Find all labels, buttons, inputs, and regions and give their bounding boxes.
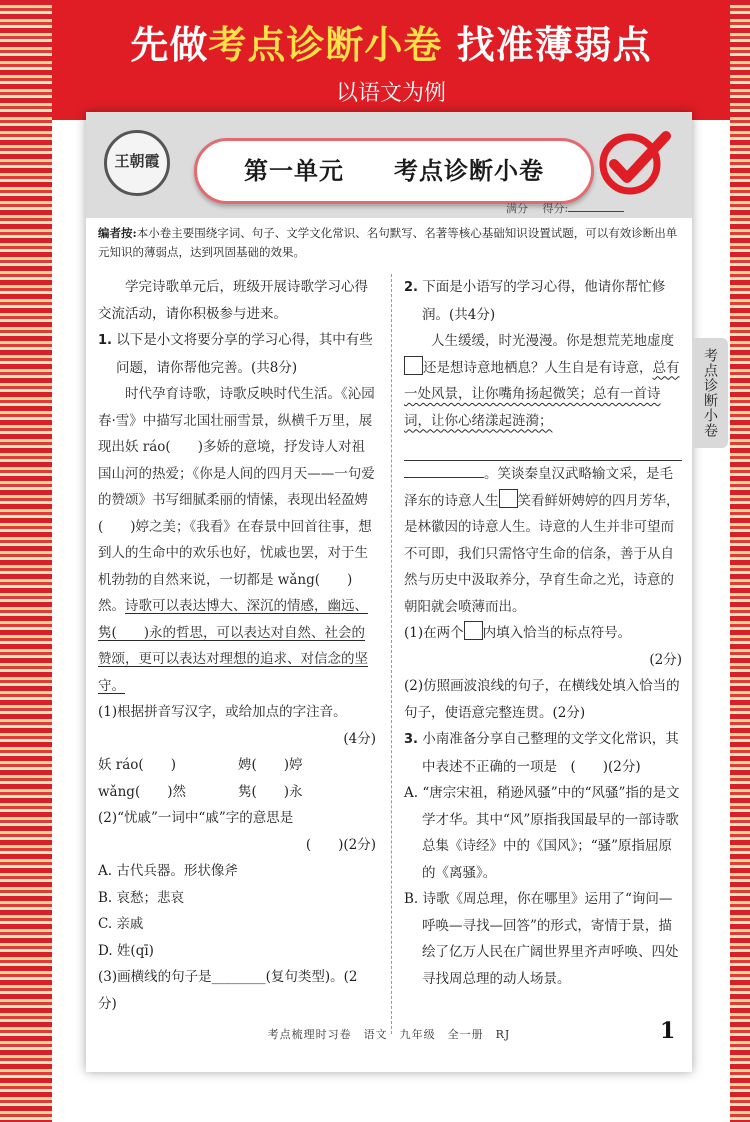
- sub-question-2: (2)“忧戚”一词中“戚”字的意思是: [98, 810, 294, 826]
- left-column: [98, 274, 376, 1017]
- underlined-sentence: 诗歌可以表达博大、深沉的情感，幽远、隽( )永的哲思，可以表达对自然、社会的赞颂，更可以表达对理想的追求、对信念的坚守。: [98, 598, 368, 694]
- sub-question-1-items-row-2: wǎng( )然 隽( )永: [98, 783, 303, 800]
- left-decorative-stripes: [0, 0, 52, 1122]
- top-banner: [52, 0, 730, 120]
- q3-option-a: A. “唐宗宋祖，稍逊风骚”中的“风骚”指的是文学才华。其中“风”原指我国最早的一部诗歌总集《诗经》中的《国风》；“骚”原指屈原的《离骚》。: [404, 785, 680, 881]
- answer-box-2[interactable]: [499, 489, 518, 508]
- right-column: [404, 274, 682, 992]
- intro-text: 学完诗歌单元后，班级开展诗歌学习心得交流活动，请你积极参与进来。: [98, 279, 368, 322]
- banner-title-highlight: 考点诊断小卷: [208, 23, 443, 67]
- fill-line-2[interactable]: [404, 477, 484, 478]
- fill-line-1[interactable]: [404, 434, 682, 461]
- sub-question-1-items-row-1: 妖 ráo( ) 娉( )婷: [98, 757, 303, 773]
- page-footer: 考点梳理时习卷 语文 九年级 全一册 RJ: [267, 1028, 511, 1041]
- option-c: C. 亲戚: [98, 916, 144, 932]
- sub-question-3: (3)画横线的句子是________(复句类型)。(2分): [98, 969, 358, 1012]
- column-divider: [391, 274, 392, 1034]
- sub-question-2-1-score: (2分): [649, 651, 682, 668]
- sub-question-2-2: (2)仿照画波浪线的句子，在横线处填入恰当的句子，使语意完整连贯。(2分): [404, 678, 680, 721]
- paper-header: [86, 112, 692, 218]
- answer-box-1[interactable]: [404, 356, 423, 375]
- passage-2: 人生缓缓，时光漫漫。你是想荒芜地虚度还是想诗意地栖息？人生自是有诗意，总有一处风景，让你嘴角扬起微笑；总有一首诗词，让你心绪漾起涟漪；: [404, 333, 680, 429]
- question-3: 3. 小南准备分享自己整理的文学文化常识，其中表述不正确的一项是 ( )(2分): [404, 731, 679, 775]
- score-field: 满分 得分:: [506, 200, 624, 216]
- exam-paper: [86, 112, 692, 1072]
- answer-box-icon: [464, 621, 483, 640]
- editor-note-label: 编者按:: [98, 226, 137, 240]
- option-d: D. 姓(qī): [98, 942, 154, 959]
- page-number: 1: [660, 1018, 676, 1044]
- editor-note: [98, 224, 680, 262]
- logo-text: 王朝霞: [114, 152, 160, 170]
- question-1: 1. 以下是小文将要分享的学习心得，其中有些问题，请你帮他完善。(共8分): [98, 332, 373, 376]
- banner-title: 先做考点诊断小卷 找准薄弱点: [130, 23, 652, 67]
- option-b: B. 哀愁；悲哀: [98, 889, 185, 906]
- sub-question-1-score: (4分): [343, 730, 376, 747]
- wavy-sentence: 总有一处风景，让你嘴角扬起微笑；总有一首诗词，让你心绪漾起涟漪；: [404, 359, 680, 429]
- unit-title: 第一单元 考点诊断小卷: [194, 138, 594, 204]
- check-mark-icon: [596, 128, 674, 198]
- passage-1: 时代孕育诗歌，诗歌反映时代生活。《沁园春·雪》中描写北国壮丽雪景，纵横千万里，展现出妖 ráo( )多娇的意境，抒发诗人对祖国山河的热爱；《你是人间的四月天——一句爱的赞颂》书写细腻柔丽的情愫，表现出轻盈娉( )婷之美；《我看》在春景中回首往事，想到人的生命中的欢乐也好，忧戚也罢，对于生机勃勃的自然来说，一切都是 wǎng( )然。诗歌可以表达博大、深沉的情感，幽远、隽( )永的哲思，可以表达对自然、社会的赞颂，更可以表达对理想的追求、对信念的坚守。: [98, 386, 375, 694]
- sub-question-2-1: (1)在两个 内填入恰当的标点符号。: [404, 620, 682, 647]
- question-2: 2. 下面是小语写的学习心得，他请你帮忙修润。(共4分): [404, 279, 666, 323]
- passage-2-continued: 。笑谈秦皇汉武略输文采，是毛泽东的诗意人生 笑看鲜妍娉婷的四月芳华，是林徽因的诗意人生。诗意的人生并非可望而不可即，我们只需恪守生命的信条，善于从自然与历史中汲取养分，孕育生命之光，诗意的朝阳就会喷薄而出。: [404, 466, 680, 615]
- sub-question-1: (1)根据拼音写汉字，或给加点的字注音。: [98, 704, 347, 720]
- right-decorative-stripes: [730, 0, 750, 1122]
- sub-question-2-score: ( )(2分): [305, 836, 376, 853]
- banner-subtitle: 以语文为例: [335, 81, 446, 106]
- publisher-logo: [104, 130, 170, 196]
- option-a: A. 古代兵器。形状像斧: [98, 863, 238, 879]
- q3-option-b: B. 诗歌《周总理，你在哪里》运用了“询问—呼唤—寻找—回答”的形式，寄情于景，描绘了亿万人民在广阔世界里齐声呼唤、四处寻找周总理的动人场景。: [404, 891, 679, 987]
- side-tab-label: 考点诊断小卷: [692, 338, 728, 448]
- editor-note-text: 本小卷主要围绕字词、句子、文学文化常识、名句默写、名著等核心基础知识设置试题，可以有效诊断出单元知识的薄弱点，达到巩固基础的效果。: [98, 226, 678, 259]
